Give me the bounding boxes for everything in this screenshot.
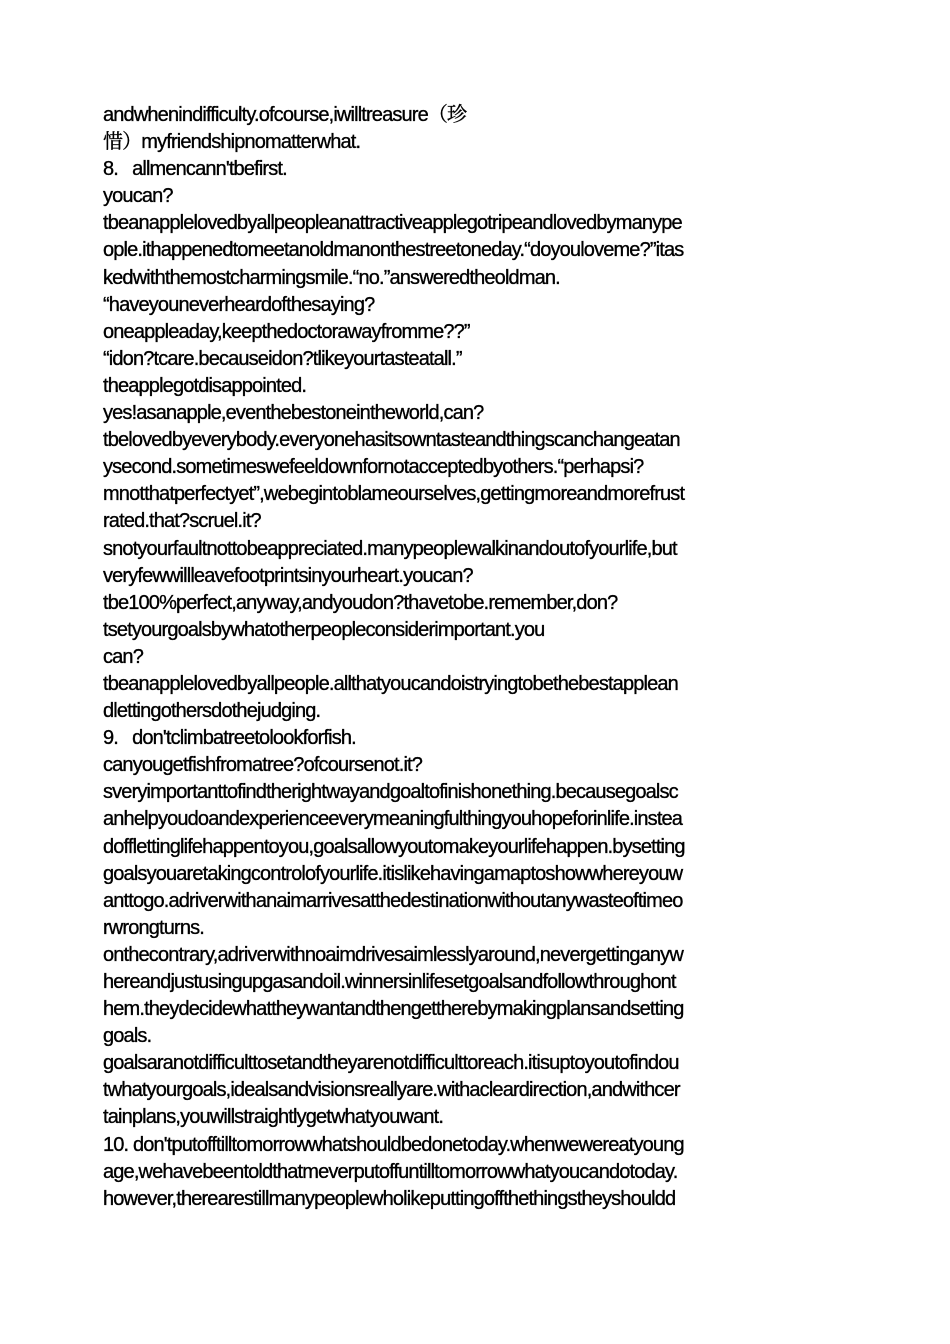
text-line: can?: [103, 645, 143, 668]
text-line: “idon?tcare.becauseidon?tlikeyourtasteatall.”: [103, 347, 462, 370]
text-line: yes!asanapple,eventhebestoneintheworld,can?: [103, 402, 484, 425]
text-line: anttogo.adriverwithanaimarrivesatthedestinationwithoutanywasteoftimeo: [103, 889, 683, 912]
text-line: canyougetfishfromatree?ofcoursenot.it?: [103, 754, 423, 777]
text-line: however,therearestillmanypeoplewholikeputtingoffthethingstheyshouldd: [103, 1187, 676, 1210]
text-line: twhatyourgoals,idealsandvisionsreallyare.withacleardirection,andwithcer: [103, 1079, 680, 1102]
text-line: theapplegotdisappointed.: [103, 374, 307, 397]
text-line: rwrongturns.: [103, 916, 204, 939]
text-line: tbeanapplelovedbyallpeopleanattractiveapplegotripeandlovedbymanype: [103, 212, 682, 235]
text-line: 8. allmencann'tbefirst.: [103, 158, 287, 181]
text-line: hereandjustusingupgasandoil.winnersinlifesetgoalsandfollowthroughont: [103, 971, 676, 993]
text-line: tainplans,youwillstraightlygetwhatyouwant.: [103, 1106, 444, 1129]
text-line: ople.ithappenedtomeetanoldmanonthestreetoneday.“doyouloveme?”itas: [103, 239, 684, 262]
text-line: andwhenindifficulty.ofcourse,iwilltreasure（珍: [103, 104, 467, 126]
text-line: snotyourfaultnottobeappreciated.manypeoplewalkinandoutofyourlife,but: [103, 537, 677, 560]
text-line: oneappleaday,keepthedoctorawayfromme??”: [103, 320, 470, 343]
text-line: anhelpyoudoandexperienceeverymeaningfulthingyouhopeforinlife.instea: [103, 808, 683, 831]
text-line: 9. don'tclimbatreetolookforfish.: [103, 727, 356, 750]
text-line: 惜）myfriendshipnomatterwhat.: [103, 131, 361, 154]
text-line: sveryimportanttofindtherightwayandgoaltofinishonething.becausegoalsc: [103, 781, 678, 804]
text-line: tsetyourgoalsbywhatotherpeopleconsiderimportant.you: [103, 618, 545, 641]
text-line: goalsyouaretakingcontrolofyourlife.itislikehavingamaptoshowwhereyouw: [103, 862, 683, 885]
text-line: mnotthatperfectyet”,webegintoblameourselves,gettingmoreandmorefrust: [103, 483, 685, 506]
text-line: dofflettinglifehappentoyou,goalsallowyoutomakeyourlifehappen.bysetting: [103, 835, 685, 858]
text-line: hem.theydecidewhattheywantandthengettherebymakingplansandsetting: [103, 998, 684, 1021]
text-line: goals.: [103, 1025, 152, 1048]
text-line: 10. don'tputofftilltomorrowwhatshouldbedonetoday.whenwewereatyoung: [103, 1133, 684, 1156]
text-line: ysecond.sometimeswefeeldownfornotacceptedbyothers.“perhapsi?: [103, 456, 644, 479]
text-line: dlettingothersdothejudging.: [103, 700, 321, 723]
text-line: tbeanapplelovedbyallpeople.allthatyoucandoistryingtobethebestapplean: [103, 672, 678, 695]
text-line: onthecontrary,adriverwithnoaimdrivesaimlesslyaround,nevergettinganyw: [103, 943, 683, 966]
text-line: rated.that?scruel.it?: [103, 510, 261, 533]
text-line: youcan?: [103, 185, 173, 208]
body-text: [103, 102, 863, 1213]
text-line: “haveyouneverheardofthesaying?: [103, 293, 375, 316]
text-line: tbelovedbyeverybody.everyonehasitsowntasteandthingscanchangeatan: [103, 429, 680, 452]
text-line: goalsaranotdifficulttosetandtheyarenotdifficulttoreach.itisuptoyoutofindou: [103, 1052, 679, 1075]
text-line: veryfewwillleavefootprintsinyourheart.youcan?: [103, 564, 473, 587]
text-line: kedwiththemostcharmingsmile.“no.”answeredtheoldman.: [103, 266, 560, 289]
text-line: age,wehavebeentoldthatmeverputoffuntilltomorrowwhatyoucandotoday.: [103, 1160, 678, 1183]
text-line: tbe100%perfect,anyway,andyoudon?thavetobe.remember,don?: [103, 591, 618, 614]
